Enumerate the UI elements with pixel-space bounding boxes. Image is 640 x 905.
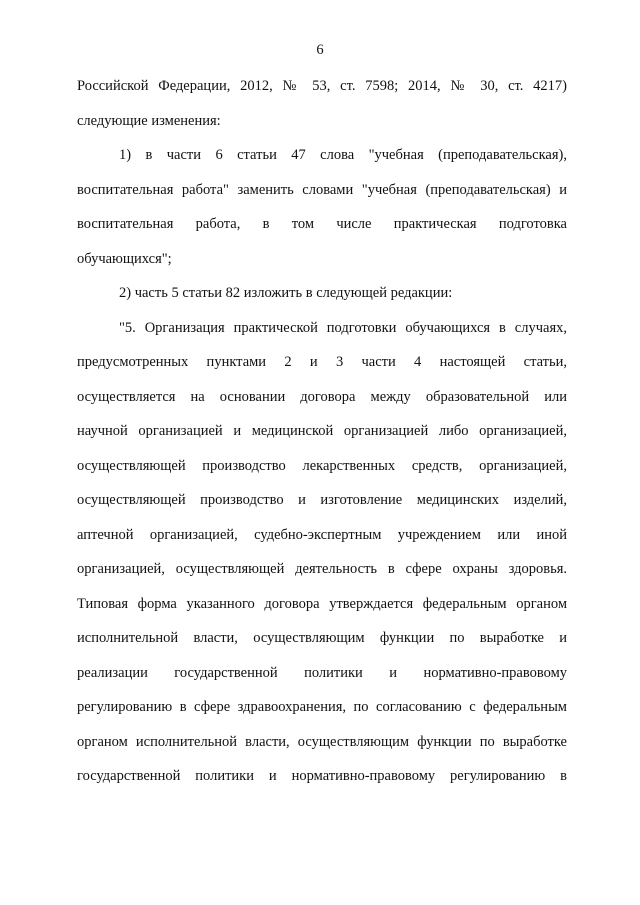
text-line: научной организацией и медицинской организацией либо организацией, xyxy=(77,423,567,439)
text-line: осуществляющей производство лекарственных средств, организацией, xyxy=(77,457,567,474)
text-line: исполнительной власти, осуществляющим функции по выработке и xyxy=(77,630,567,646)
text-line: следующие изменения: xyxy=(77,112,221,129)
text-line: организацией, осуществляющей деятельность в сфере охраны здоровья. xyxy=(77,561,567,577)
text-line: воспитательная работа, в том числе практическая подготовка xyxy=(77,216,567,232)
text-line: аптечной организацией, судебно-экспертным учреждением или иной xyxy=(77,526,567,543)
document-body xyxy=(77,76,567,801)
text-line: осуществляется на основании договора между образовательной или xyxy=(77,388,567,405)
text-line: осуществляющей производство и изготовление медицинских изделий, xyxy=(77,492,567,508)
text-line: реализации государственной политики и нормативно-правовому xyxy=(77,664,567,681)
text-line: "5. Организация практической подготовки обучающихся в случаях, xyxy=(119,319,567,336)
text-line: регулированию в сфере здравоохранения, по согласованию с федеральным xyxy=(77,699,567,715)
text-line: 1) в части 6 статьи 47 слова "учебная (преподавательская), xyxy=(119,147,567,163)
text-line: Типовая форма указанного договора утверждается федеральным органом xyxy=(77,595,567,612)
text-line: государственной политики и нормативно-правовому регулированию в xyxy=(77,768,567,784)
text-line: органом исполнительной власти, осуществляющим функции по выработке xyxy=(77,733,567,750)
text-line: обучающихся"; xyxy=(77,250,172,267)
text-line: предусмотренных пунктами 2 и 3 части 4 настоящей статьи, xyxy=(77,354,567,370)
text-line: воспитательная работа" заменить словами "учебная (преподавательская) и xyxy=(77,181,567,198)
text-line: 2) часть 5 статьи 82 изложить в следующей редакции: xyxy=(119,285,453,301)
page-number: 6 xyxy=(316,42,324,58)
text-line: Российской Федерации, 2012, № 53, ст. 7598; 2014, № 30, ст. 4217) xyxy=(77,78,567,94)
